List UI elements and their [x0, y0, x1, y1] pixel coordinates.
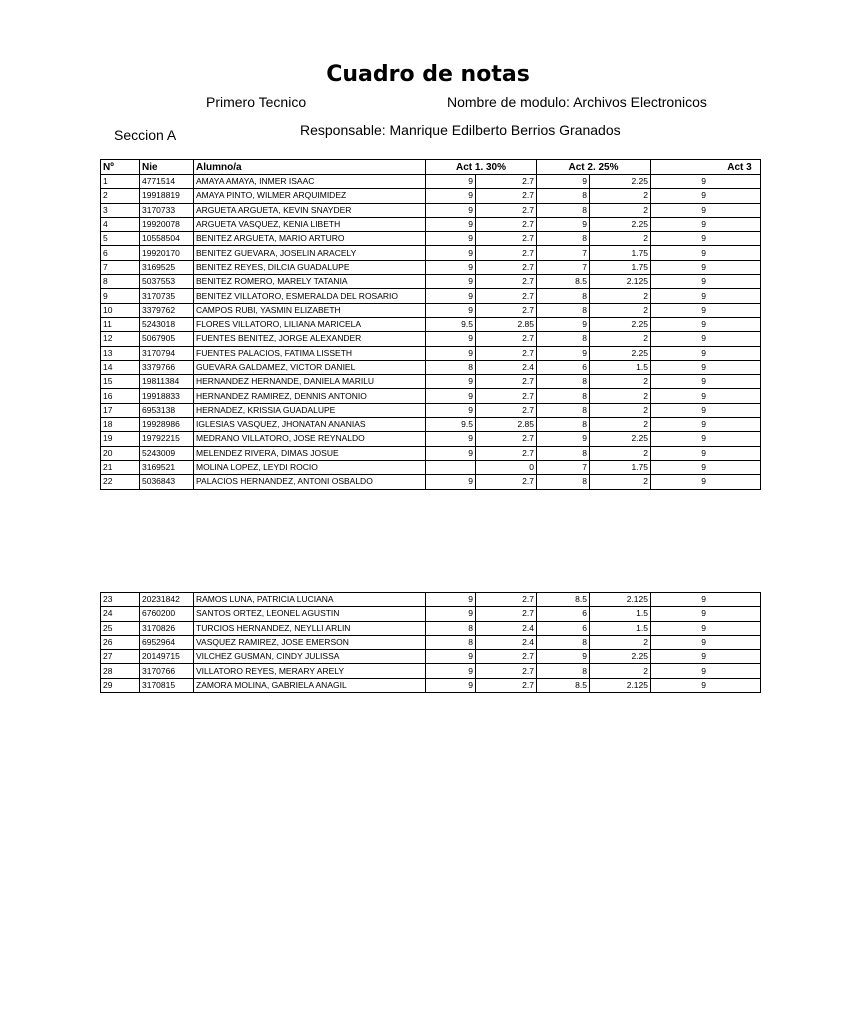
row-act3-grade: 9 [651, 332, 761, 346]
row-act3-grade: 9 [651, 460, 761, 474]
row-act1-weighted: 2.7 [476, 432, 537, 446]
row-act1-weighted: 2.7 [476, 232, 537, 246]
table-header-row [101, 160, 761, 175]
col-nie-header: Nie [140, 160, 194, 175]
row-num: 13 [101, 346, 140, 360]
table-row [101, 303, 761, 317]
row-act1-weighted: 2.7 [476, 650, 537, 664]
row-act2-weighted: 1.5 [590, 621, 651, 635]
row-act2-grade: 8 [537, 664, 590, 678]
row-num: 18 [101, 418, 140, 432]
row-act2-grade: 8 [537, 635, 590, 649]
row-student: FUENTES BENITEZ, JORGE ALEXANDER [194, 332, 426, 346]
row-nie: 6952964 [140, 635, 194, 649]
row-act2-weighted: 2 [590, 664, 651, 678]
row-num: 27 [101, 650, 140, 664]
row-student: HERNANDEZ HERNANDE, DANIELA MARILU [194, 375, 426, 389]
row-student: VASQUEZ RAMIREZ, JOSE EMERSON [194, 635, 426, 649]
row-act2-weighted: 1.75 [590, 246, 651, 260]
row-act2-weighted: 2.125 [590, 275, 651, 289]
row-nie: 5037553 [140, 275, 194, 289]
table-row [101, 260, 761, 274]
row-student: CAMPOS RUBI, YASMIN ELIZABETH [194, 303, 426, 317]
table-row [101, 189, 761, 203]
row-act1-weighted: 2.7 [476, 203, 537, 217]
row-act2-weighted: 2 [590, 303, 651, 317]
row-nie: 3379766 [140, 360, 194, 374]
row-act3-grade: 9 [651, 650, 761, 664]
table-row [101, 217, 761, 231]
table-row [101, 635, 761, 649]
row-act1-grade: 8 [426, 621, 476, 635]
row-act1-weighted: 2.7 [476, 593, 537, 607]
row-nie: 10558504 [140, 232, 194, 246]
row-act2-weighted: 2.25 [590, 175, 651, 189]
row-student: TURCIOS HERNANDEZ, NEYLLI ARLIN [194, 621, 426, 635]
col-act2-header: Act 2. 25% [537, 160, 651, 175]
row-act2-grade: 8 [537, 203, 590, 217]
level-label: Primero Tecnico [206, 94, 307, 110]
row-nie: 20149715 [140, 650, 194, 664]
row-student: BENITEZ ARGUETA, MARIO ARTURO [194, 232, 426, 246]
row-nie: 3170766 [140, 664, 194, 678]
row-act2-grade: 9 [537, 650, 590, 664]
col-num-header: Nº [101, 160, 140, 175]
row-act1-grade: 9 [426, 664, 476, 678]
row-num: 24 [101, 607, 140, 621]
row-act3-grade: 9 [651, 346, 761, 360]
table-row [101, 432, 761, 446]
table-row [101, 593, 761, 607]
row-num: 11 [101, 317, 140, 331]
row-num: 10 [101, 303, 140, 317]
row-act3-grade: 9 [651, 621, 761, 635]
row-act2-grade: 8.5 [537, 275, 590, 289]
row-act2-weighted: 2 [590, 389, 651, 403]
row-act1-weighted: 2.7 [476, 303, 537, 317]
row-act1-weighted: 2.7 [476, 175, 537, 189]
row-act1-grade: 9 [426, 303, 476, 317]
row-act1-weighted: 0 [476, 460, 537, 474]
row-num: 2 [101, 189, 140, 203]
row-student: IGLESIAS VASQUEZ, JHONATAN ANANIAS [194, 418, 426, 432]
row-act1-weighted: 2.7 [476, 375, 537, 389]
row-act1-grade: 8 [426, 360, 476, 374]
table-row [101, 403, 761, 417]
row-student: AMAYA PINTO, WILMER ARQUIMIDEZ [194, 189, 426, 203]
row-nie: 19920078 [140, 217, 194, 231]
row-num: 19 [101, 432, 140, 446]
row-nie: 19920170 [140, 246, 194, 260]
row-act2-grade: 8 [537, 389, 590, 403]
row-act1-weighted: 2.7 [476, 275, 537, 289]
row-act3-grade: 9 [651, 593, 761, 607]
row-act2-weighted: 2.25 [590, 217, 651, 231]
row-act3-grade: 9 [651, 303, 761, 317]
row-act2-weighted: 2 [590, 203, 651, 217]
row-act2-weighted: 2 [590, 189, 651, 203]
row-student: SANTOS ORTEZ, LEONEL AGUSTIN [194, 607, 426, 621]
row-act3-grade: 9 [651, 475, 761, 489]
row-student: ZAMORA MOLINA, GABRIELA ANAGIL [194, 678, 426, 692]
table-row [101, 246, 761, 260]
table-row [101, 389, 761, 403]
row-student: FUENTES PALACIOS, FATIMA LISSETH [194, 346, 426, 360]
row-act2-grade: 9 [537, 317, 590, 331]
row-act3-grade: 9 [651, 317, 761, 331]
row-act2-grade: 8 [537, 375, 590, 389]
row-act1-grade: 9 [426, 332, 476, 346]
row-act1-grade [426, 460, 476, 474]
row-act1-weighted: 2.7 [476, 403, 537, 417]
row-act1-grade: 9 [426, 260, 476, 274]
row-act1-grade: 9 [426, 593, 476, 607]
row-act2-weighted: 2 [590, 232, 651, 246]
row-student: HERNADEZ, KRISSIA GUADALUPE [194, 403, 426, 417]
row-student: BENITEZ GUEVARA, JOSELIN ARACELY [194, 246, 426, 260]
row-act1-weighted: 2.7 [476, 678, 537, 692]
row-act1-weighted: 2.7 [476, 389, 537, 403]
row-act2-grade: 7 [537, 246, 590, 260]
row-num: 21 [101, 460, 140, 474]
row-num: 25 [101, 621, 140, 635]
row-act3-grade: 9 [651, 275, 761, 289]
row-act3-grade: 9 [651, 217, 761, 231]
table-row [101, 678, 761, 692]
row-act1-grade: 9 [426, 346, 476, 360]
row-act1-grade: 9 [426, 217, 476, 231]
table-row [101, 650, 761, 664]
row-act3-grade: 9 [651, 289, 761, 303]
module-label: Nombre de modulo: Archivos Electronicos [447, 94, 707, 110]
row-num: 5 [101, 232, 140, 246]
row-act3-grade: 9 [651, 418, 761, 432]
row-act2-weighted: 2.25 [590, 650, 651, 664]
row-nie: 3170826 [140, 621, 194, 635]
table-row [101, 332, 761, 346]
row-student: GUEVARA GALDAMEZ, VICTOR DANIEL [194, 360, 426, 374]
row-act3-grade: 9 [651, 664, 761, 678]
grades-table-1-body [101, 175, 761, 490]
row-act2-grade: 7 [537, 260, 590, 274]
row-student: VILLATORO REYES, MERARY ARELY [194, 664, 426, 678]
row-act3-grade: 9 [651, 635, 761, 649]
row-act2-weighted: 2 [590, 635, 651, 649]
row-act3-grade: 9 [651, 446, 761, 460]
row-act2-weighted: 1.5 [590, 607, 651, 621]
row-num: 28 [101, 664, 140, 678]
page-title: Cuadro de notas [326, 62, 530, 87]
row-num: 29 [101, 678, 140, 692]
row-act3-grade: 9 [651, 260, 761, 274]
table-row [101, 289, 761, 303]
row-act1-grade: 9 [426, 375, 476, 389]
row-act2-grade: 8 [537, 232, 590, 246]
col-act3-label: Act 3 [727, 161, 752, 173]
row-act2-grade: 9 [537, 175, 590, 189]
row-nie: 3170733 [140, 203, 194, 217]
col-act3-header [651, 160, 761, 175]
table-row [101, 446, 761, 460]
row-num: 22 [101, 475, 140, 489]
row-act1-grade: 9 [426, 607, 476, 621]
row-act3-grade: 9 [651, 175, 761, 189]
row-num: 14 [101, 360, 140, 374]
row-act2-weighted: 2.25 [590, 346, 651, 360]
row-act3-grade: 9 [651, 360, 761, 374]
row-num: 6 [101, 246, 140, 260]
row-act2-grade: 9 [537, 346, 590, 360]
row-num: 23 [101, 593, 140, 607]
section-label: Seccion A [114, 127, 177, 143]
row-act2-grade: 8.5 [537, 678, 590, 692]
row-act1-weighted: 2.7 [476, 664, 537, 678]
row-act2-weighted: 2 [590, 446, 651, 460]
row-act1-weighted: 2.7 [476, 246, 537, 260]
row-nie: 6953138 [140, 403, 194, 417]
table-row [101, 375, 761, 389]
row-act1-weighted: 2.4 [476, 360, 537, 374]
table-row [101, 203, 761, 217]
row-num: 15 [101, 375, 140, 389]
module-label-clip [100, 94, 707, 114]
grades-table-1 [100, 159, 761, 490]
row-act1-grade: 9 [426, 650, 476, 664]
row-act2-grade: 6 [537, 360, 590, 374]
row-act1-weighted: 2.85 [476, 418, 537, 432]
row-act1-weighted: 2.85 [476, 317, 537, 331]
row-act2-grade: 6 [537, 607, 590, 621]
table-row [101, 664, 761, 678]
row-act1-weighted: 2.7 [476, 607, 537, 621]
row-nie: 3169521 [140, 460, 194, 474]
row-nie: 4771514 [140, 175, 194, 189]
col-act1-header: Act 1. 30% [426, 160, 537, 175]
row-student: MEDRANO VILLATORO, JOSE REYNALDO [194, 432, 426, 446]
row-act3-grade: 9 [651, 403, 761, 417]
row-num: 4 [101, 217, 140, 231]
row-nie: 5036843 [140, 475, 194, 489]
row-act2-grade: 7 [537, 460, 590, 474]
row-act2-grade: 9 [537, 432, 590, 446]
row-act2-weighted: 2.125 [590, 678, 651, 692]
row-act1-weighted: 2.4 [476, 635, 537, 649]
row-act1-grade: 9 [426, 389, 476, 403]
row-num: 1 [101, 175, 140, 189]
row-student: BENITEZ REYES, DILCIA GUADALUPE [194, 260, 426, 274]
row-act2-weighted: 2 [590, 375, 651, 389]
table-row [101, 460, 761, 474]
row-act3-grade: 9 [651, 607, 761, 621]
row-act3-grade: 9 [651, 232, 761, 246]
row-act1-grade: 9 [426, 289, 476, 303]
row-act2-weighted: 2.25 [590, 432, 651, 446]
row-num: 20 [101, 446, 140, 460]
table-row [101, 475, 761, 489]
row-act1-grade: 9 [426, 232, 476, 246]
row-act1-grade: 9.5 [426, 317, 476, 331]
row-act2-weighted: 2.125 [590, 593, 651, 607]
row-act1-weighted: 2.7 [476, 332, 537, 346]
row-act2-grade: 8 [537, 418, 590, 432]
row-act2-grade: 8.5 [537, 593, 590, 607]
row-act1-grade: 9 [426, 475, 476, 489]
row-student: ARGUETA ARGUETA, KEVIN SNAYDER [194, 203, 426, 217]
table-row [101, 346, 761, 360]
row-act1-weighted: 2.7 [476, 189, 537, 203]
row-act1-grade: 9 [426, 203, 476, 217]
row-act2-grade: 6 [537, 621, 590, 635]
row-student: ARGUETA VASQUEZ, KENIA LIBETH [194, 217, 426, 231]
row-num: 3 [101, 203, 140, 217]
row-act2-grade: 8 [537, 403, 590, 417]
row-act1-grade: 9 [426, 432, 476, 446]
row-nie: 19811384 [140, 375, 194, 389]
row-num: 17 [101, 403, 140, 417]
row-act1-weighted: 2.7 [476, 446, 537, 460]
row-act2-weighted: 2 [590, 418, 651, 432]
grades-table-2-body [101, 593, 761, 693]
row-act1-grade: 9.5 [426, 418, 476, 432]
row-student: MELENDEZ RIVERA, DIMAS JOSUE [194, 446, 426, 460]
row-student: MOLINA LOPEZ, LEYDI ROCIO [194, 460, 426, 474]
row-act2-grade: 8 [537, 289, 590, 303]
row-act2-weighted: 2.25 [590, 317, 651, 331]
row-num: 12 [101, 332, 140, 346]
row-nie: 5243009 [140, 446, 194, 460]
table-row [101, 232, 761, 246]
row-num: 16 [101, 389, 140, 403]
row-act1-grade: 9 [426, 446, 476, 460]
row-nie: 5067905 [140, 332, 194, 346]
row-student: PALACIOS HERNANDEZ, ANTONI OSBALDO [194, 475, 426, 489]
row-act2-weighted: 2 [590, 403, 651, 417]
row-act3-grade: 9 [651, 246, 761, 260]
table-row [101, 621, 761, 635]
table-row [101, 418, 761, 432]
row-act1-grade: 9 [426, 403, 476, 417]
row-act1-weighted: 2.7 [476, 217, 537, 231]
row-act2-weighted: 1.75 [590, 260, 651, 274]
row-student: BENITEZ ROMERO, MARELY TATANIA [194, 275, 426, 289]
row-act1-weighted: 2.7 [476, 260, 537, 274]
row-act2-weighted: 1.5 [590, 360, 651, 374]
row-act3-grade: 9 [651, 389, 761, 403]
row-act1-grade: 9 [426, 275, 476, 289]
row-act1-weighted: 2.7 [476, 346, 537, 360]
row-nie: 6760200 [140, 607, 194, 621]
row-act3-grade: 9 [651, 432, 761, 446]
row-student: BENITEZ VILLATORO, ESMERALDA DEL ROSARIO [194, 289, 426, 303]
row-act1-grade: 9 [426, 678, 476, 692]
row-act2-grade: 8 [537, 446, 590, 460]
row-act3-grade: 9 [651, 678, 761, 692]
table-row [101, 607, 761, 621]
table-row [101, 175, 761, 189]
row-num: 7 [101, 260, 140, 274]
row-student: RAMOS LUNA, PATRICIA LUCIANA [194, 593, 426, 607]
grades-table-1-wrapper [100, 159, 752, 492]
row-act2-grade: 8 [537, 332, 590, 346]
row-act1-grade: 9 [426, 246, 476, 260]
row-act1-weighted: 2.7 [476, 289, 537, 303]
row-act2-weighted: 1.75 [590, 460, 651, 474]
row-student: FLORES VILLATORO, LILIANA MARICELA [194, 317, 426, 331]
row-student: HERNANDEZ RAMIREZ, DENNIS ANTONIO [194, 389, 426, 403]
row-act3-grade: 9 [651, 203, 761, 217]
row-nie: 19918819 [140, 189, 194, 203]
row-nie: 3170815 [140, 678, 194, 692]
row-student: VILCHEZ GUSMAN, CINDY JULISSA [194, 650, 426, 664]
row-num: 26 [101, 635, 140, 649]
row-act1-grade: 8 [426, 635, 476, 649]
row-act1-grade: 9 [426, 175, 476, 189]
row-nie: 19918833 [140, 389, 194, 403]
row-act1-grade: 9 [426, 189, 476, 203]
row-act1-weighted: 2.4 [476, 621, 537, 635]
row-nie: 3170794 [140, 346, 194, 360]
row-nie: 20231842 [140, 593, 194, 607]
row-nie: 3169525 [140, 260, 194, 274]
row-act2-grade: 8 [537, 189, 590, 203]
row-num: 8 [101, 275, 140, 289]
row-nie: 5243018 [140, 317, 194, 331]
col-student-header: Alumno/a [194, 160, 426, 175]
row-act3-grade: 9 [651, 375, 761, 389]
row-act2-grade: 8 [537, 303, 590, 317]
table-row [101, 317, 761, 331]
row-nie: 19792215 [140, 432, 194, 446]
grades-table-2-wrapper [100, 592, 704, 694]
table-row [101, 360, 761, 374]
row-act3-grade: 9 [651, 189, 761, 203]
row-act2-weighted: 2 [590, 289, 651, 303]
responsible-label: Responsable: Manrique Edilberto Berrios Granados [300, 122, 621, 138]
table-row [101, 275, 761, 289]
grades-table-2 [100, 592, 761, 693]
row-act2-weighted: 2 [590, 475, 651, 489]
row-act2-grade: 8 [537, 475, 590, 489]
row-nie: 3379762 [140, 303, 194, 317]
row-nie: 19928986 [140, 418, 194, 432]
row-act2-grade: 9 [537, 217, 590, 231]
row-student: AMAYA AMAYA, INMER ISAAC [194, 175, 426, 189]
row-num: 9 [101, 289, 140, 303]
row-nie: 3170735 [140, 289, 194, 303]
row-act1-weighted: 2.7 [476, 475, 537, 489]
row-act2-weighted: 2 [590, 332, 651, 346]
